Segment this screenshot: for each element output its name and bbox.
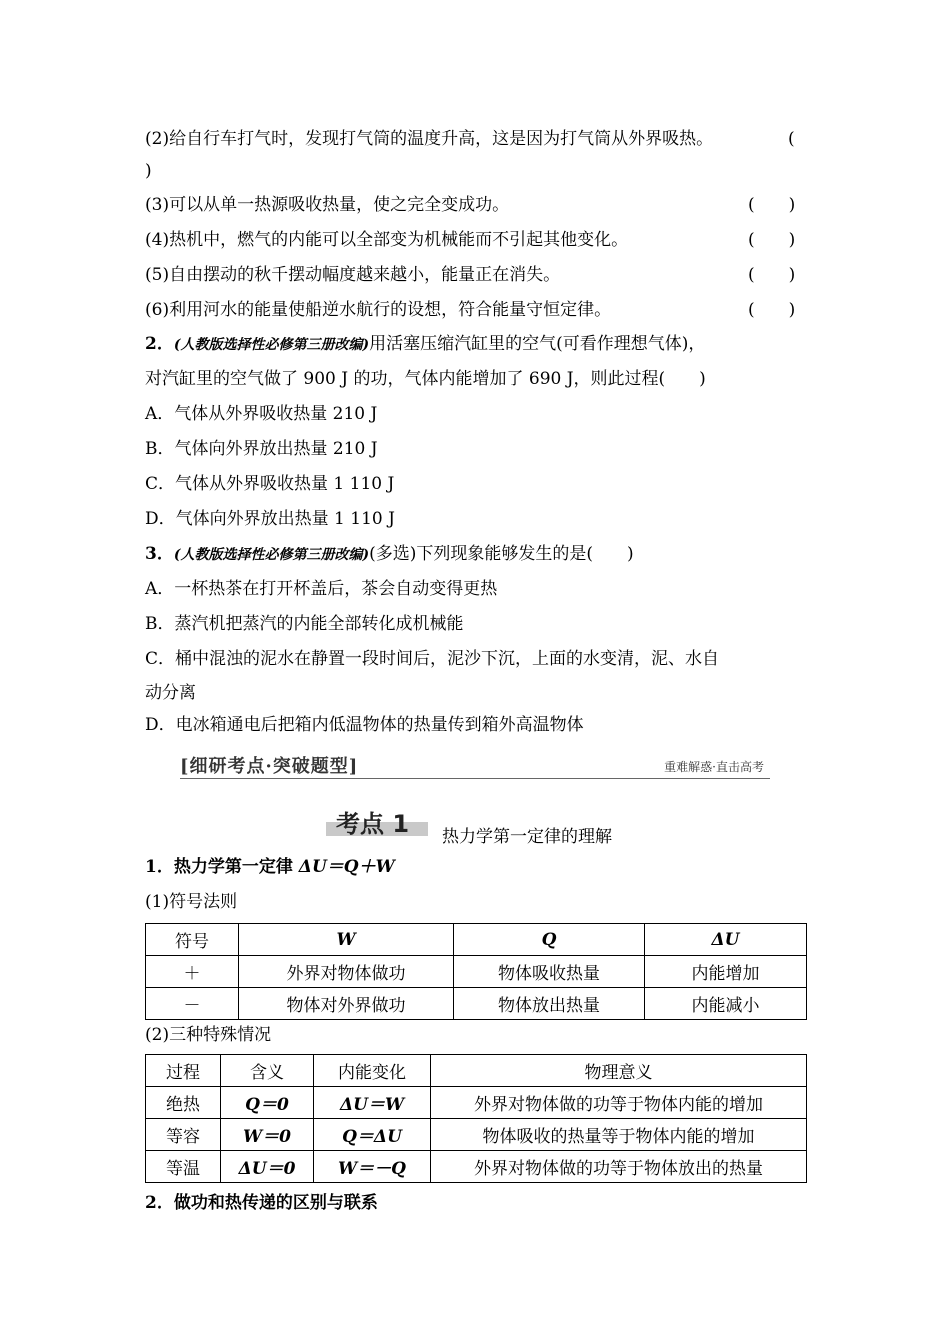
question-3-option-a: A．一杯热茶在打开杯盖后，茶会自动变得更热 [145, 579, 498, 599]
item-4-paren: ( ) [748, 230, 796, 250]
item-6: (6)利用河水的能量使船逆水航行的设想，符合能量守恒定律。 [145, 300, 612, 320]
table-header-cell: Q [454, 924, 645, 956]
kaodian-title: 热力学第一定律的理解 [442, 827, 612, 847]
question-2-option-d: D．气体向外界放出热量 1 110 J [145, 509, 395, 529]
item-4: (4)热机中，燃气的内能可以全部变为机械能而不引起其他变化。 [145, 230, 629, 250]
table-row [146, 1087, 807, 1119]
table-cell: ＋ [146, 956, 239, 988]
table-header-cell: 物理意义 [431, 1055, 807, 1087]
item-2-paren-close: ) [145, 161, 152, 181]
table-cell: 物体放出热量 [454, 988, 645, 1020]
table-cell: 内能减小 [645, 988, 807, 1020]
table-header-cell: 过程 [146, 1055, 221, 1087]
question-2-option-c: C．气体从外界吸收热量 1 110 J [145, 474, 395, 494]
special-cases-table [145, 1054, 807, 1183]
table-header-cell: 内能变化 [314, 1055, 431, 1087]
table-cell: ΔU＝W [314, 1087, 431, 1119]
banner-title: [细研考点·突破题型] [180, 756, 359, 777]
kaodian-badge [326, 804, 428, 838]
table-cell: － [146, 988, 239, 1020]
table-cell: 等温 [146, 1151, 221, 1183]
banner-subtitle: 重难解惑·直击高考 [664, 760, 764, 774]
kaodian-label: 考点 1 [336, 810, 410, 838]
question-3-option-c-cont: 动分离 [145, 683, 196, 703]
section-1-heading [145, 856, 395, 878]
item-3: (3)可以从单一热源吸收热量，使之完全变成功。 [145, 195, 510, 215]
table-cell: 物体吸收的热量等于物体内能的增加 [431, 1119, 807, 1151]
table-cell: 外界对物体做的功等于物体放出的热量 [431, 1151, 807, 1183]
table-cell: W＝－Q [314, 1151, 431, 1183]
question-2-stem-1: 用活塞压缩汽缸里的空气(可看作理想气体)， [369, 334, 706, 354]
item-2-paren-open: ( [788, 129, 795, 149]
question-2-number: 2． [145, 334, 174, 354]
question-2-stem-2: 对汽缸里的空气做了 900 J 的功，气体内能增加了 690 J，则此过程( ) [145, 369, 706, 389]
table-header-row [146, 924, 807, 956]
question-2-source: (人教版选择性必修第三册改编) [173, 337, 370, 353]
item-6-paren: ( ) [748, 300, 796, 320]
table-header-cell: ΔU [645, 924, 807, 956]
table-row [146, 956, 807, 988]
first-law-formula: ΔU＝Q＋W [298, 857, 395, 877]
table-cell: 外界对物体做的功等于物体内能的增加 [431, 1087, 807, 1119]
sign-convention-heading: (1)符号法则 [145, 892, 238, 912]
question-3-number: 3． [145, 544, 174, 564]
table-header-row [146, 1055, 807, 1087]
section-2-heading: 2．做功和热传递的区别与联系 [145, 1193, 378, 1213]
section-banner [180, 752, 770, 779]
question-3-option-c: C．桶中混浊的泥水在静置一段时间后，泥沙下沉，上面的水变清，泥、水自 [145, 649, 720, 669]
question-3-source: (人教版选择性必修第三册改编) [173, 547, 370, 563]
item-2 [145, 128, 713, 150]
question-2-option-b: B．气体向外界放出热量 210 J [145, 439, 378, 459]
item-5: (5)自由摆动的秋千摆动幅度越来越小，能量正在消失。 [145, 265, 561, 285]
sign-convention-table [145, 923, 807, 1020]
table-row [146, 988, 807, 1020]
table-row [146, 1119, 807, 1151]
table-row [146, 1151, 807, 1183]
table-header-cell: 含义 [221, 1055, 314, 1087]
table-cell: ΔU＝0 [221, 1151, 314, 1183]
table-cell: 外界对物体做功 [239, 956, 454, 988]
table-header-cell: W [239, 924, 454, 956]
table-header-cell: 符号 [146, 924, 239, 956]
table-cell: 等容 [146, 1119, 221, 1151]
item-3-paren: ( ) [748, 195, 796, 215]
table-cell: Q＝ΔU [314, 1119, 431, 1151]
question-3-stem [145, 543, 634, 566]
table-cell: Q＝0 [221, 1087, 314, 1119]
table-cell: 物体对外界做功 [239, 988, 454, 1020]
table-cell: 物体吸收热量 [454, 956, 645, 988]
table-cell: 绝热 [146, 1087, 221, 1119]
item-2-text: (2)给自行车打气时，发现打气筒的温度升高，这是因为打气筒从外界吸热。 [145, 129, 714, 149]
question-2-stem [145, 333, 705, 356]
question-3-option-b: B．蒸汽机把蒸汽的内能全部转化成机械能 [145, 614, 464, 634]
item-5-paren: ( ) [748, 265, 796, 285]
special-cases-heading: (2)三种特殊情况 [145, 1025, 272, 1045]
table-cell: W＝0 [221, 1119, 314, 1151]
question-3-option-d: D．电冰箱通电后把箱内低温物体的热量传到箱外高温物体 [145, 715, 584, 735]
question-3-stem-text: (多选)下列现象能够发生的是( ) [369, 544, 634, 564]
section-1-heading-text: 1．热力学第一定律 [145, 857, 299, 877]
table-cell: 内能增加 [645, 956, 807, 988]
question-2-option-a: A．气体从外界吸收热量 210 J [145, 404, 378, 424]
